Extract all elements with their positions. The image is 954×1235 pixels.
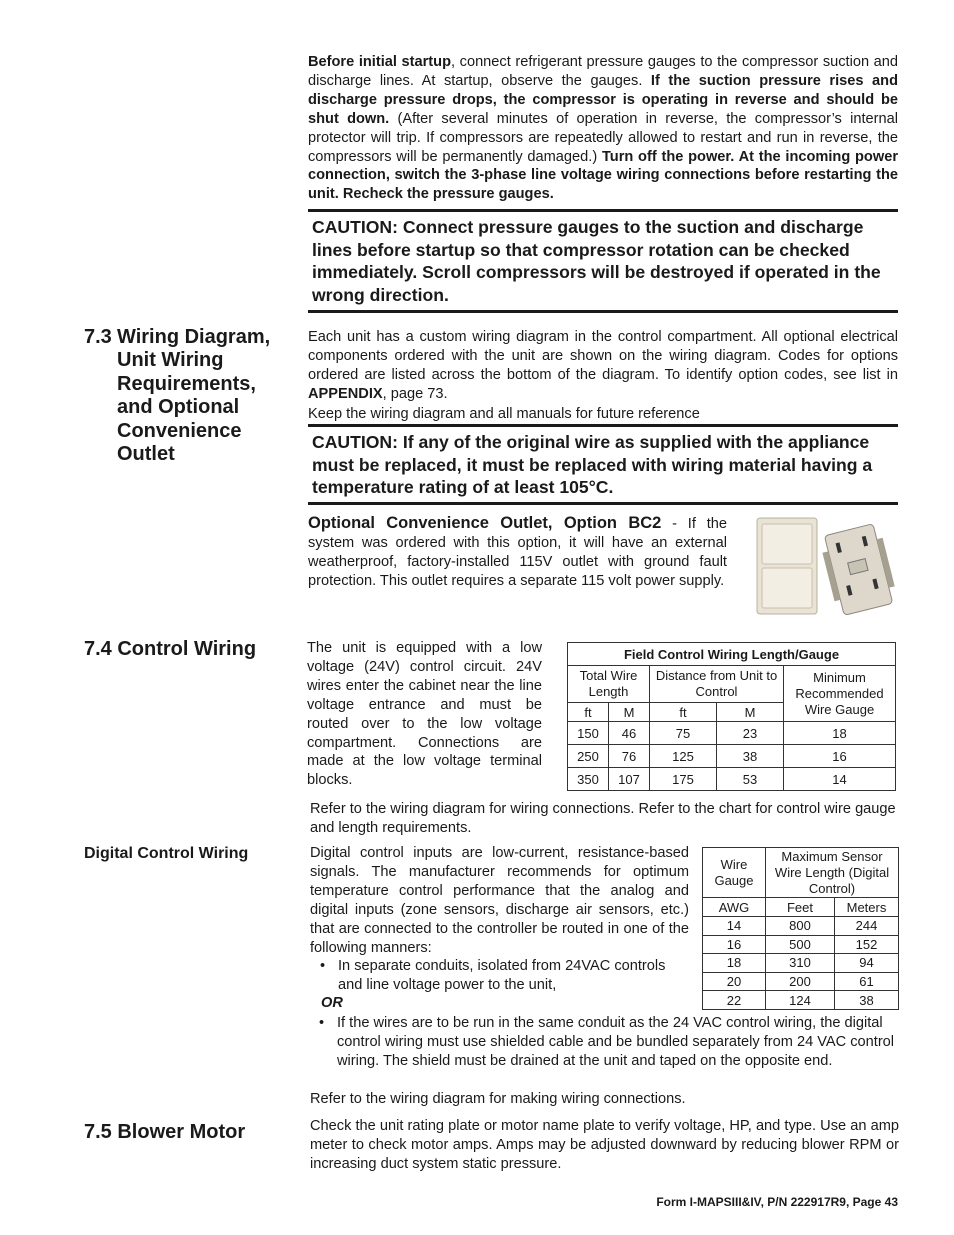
gfci-receptacle (819, 522, 896, 616)
convenience-outlet-image (756, 516, 896, 616)
table-cell: 20 (703, 972, 766, 991)
unit-m: M (609, 703, 650, 722)
startup-caution: CAUTION: Connect pressure gauges to the suction and discharge lines before startup so that compressor rotation can be checked immediately. Scroll compressors will be destroyed if operated in the wrong direction. (312, 217, 881, 305)
outlet-heading: Optional Convenience Outlet, Option BC2 (308, 514, 662, 532)
unit-ft: ft (650, 703, 717, 722)
section-7-4-heading: 7.4 Control Wiring (84, 638, 257, 660)
table-cell: 14 (784, 768, 896, 791)
cover-flap-upper (762, 524, 812, 564)
title-line: Convenience (117, 419, 242, 442)
table-title: Field Control Wiring Length/Gauge (568, 643, 896, 666)
cover-flap-lower (762, 568, 812, 608)
table-cell: 16 (784, 745, 896, 768)
unit-feet: Feet (766, 898, 835, 917)
or-label: OR (321, 995, 343, 1011)
caution-rule-bottom (308, 310, 898, 313)
section-7-3-heading (84, 326, 294, 466)
startup-text-2: (After several minutes of operation in reverse, the compressor’s internal protector will trip. If compressors are repeatedly allowed to restart and run in reverse, the compressors will be permanently damaged.) (308, 110, 898, 165)
section-7-3-paragraph (308, 328, 898, 404)
table-cell: 107 (609, 768, 650, 791)
digital-paragraph: Digital control inputs are low-current, resistance-based signals. The manufacturer recommends for optimum temperature control performance that the analog and digital inputs (zone sensors, discharge air sensors, etc.) that are connected to the controller be routed in one of the following manners: (310, 845, 689, 956)
unit-awg: AWG (703, 898, 766, 917)
table-row (568, 722, 896, 745)
table-cell: 18 (703, 954, 766, 973)
table-row (568, 768, 896, 791)
table-row (703, 917, 899, 936)
title-line: and Optional (117, 396, 240, 419)
header-total-wire-length: Total Wire Length (568, 666, 650, 703)
wire-caution: CAUTION: If any of the original wire as supplied with the appliance must be replaced, it must be replaced with wiring material having a temperature rating of at least 105°C. (312, 432, 873, 498)
digital-control-heading: Digital Control Wiring (84, 845, 249, 862)
outlet-paragraph (308, 514, 727, 591)
section-title-lines (117, 326, 270, 466)
table-cell: 310 (766, 954, 835, 973)
unit-meters: Meters (835, 898, 899, 917)
table-row (703, 972, 899, 991)
table-cell: 76 (609, 745, 650, 768)
s73-text-1: Each unit has a custom wiring diagram in the control compartment. All optional electrical components ordered with the unit are shown on the wiring diagram. Codes for options ordered are listed across the bottom of the diagram. To identify option codes, see list in (308, 329, 898, 383)
table-row (568, 745, 896, 768)
table-cell: 75 (650, 722, 717, 745)
title-line: Requirements, (117, 372, 256, 395)
table-row (703, 954, 899, 973)
sensor-wire-length-table (702, 847, 899, 1010)
startup-paragraph (308, 53, 898, 204)
table-cell: 22 (703, 991, 766, 1010)
table-row (703, 935, 899, 954)
table-cell: 94 (835, 954, 899, 973)
table-cell: 125 (650, 745, 717, 768)
field-control-wiring-table (567, 642, 896, 791)
caution-rule-top (308, 209, 898, 212)
header-wire-gauge: Wire Gauge (703, 848, 766, 898)
table-cell: 244 (835, 917, 899, 936)
title-line: Unit Wiring (117, 349, 224, 372)
startup-bold-2: If the suction pressure rises and discharge pressure drops, the compressor is operating in reverse and should be shut down. (308, 72, 898, 127)
section-7-5-paragraph: Check the unit rating plate or motor name plate to verify voltage, HP, and type. Use an amp meter to check motor amps. Amps may be adjusted downward by reducing blower RPM or increasing duct system static pressure. (310, 1118, 899, 1172)
table-cell: 18 (784, 722, 896, 745)
header-distance: Distance from Unit to Control (650, 666, 784, 703)
header-max-length: Maximum Sensor Wire Length (Digital Control) (766, 848, 899, 898)
caution2-rule-bottom (308, 502, 898, 505)
table-cell: 152 (835, 935, 899, 954)
table-cell: 350 (568, 768, 609, 791)
table-cell: 23 (717, 722, 784, 745)
table-cell: 46 (609, 722, 650, 745)
table-cell: 175 (650, 768, 717, 791)
startup-text-1: , connect refrigerant pressure gauges to the compressor suction and discharge lines. At startup, observe the gauges. (308, 54, 899, 89)
appendix-reference: APPENDIX (308, 385, 383, 402)
table-row (703, 991, 899, 1010)
s73-text-2: , page 73. (382, 385, 448, 402)
table-cell: 200 (766, 972, 835, 991)
section-7-4-followup: Refer to the wiring diagram for wiring connections. Refer to the chart for control wire gauge and length requirements. (310, 801, 896, 836)
table-cell: 124 (766, 991, 835, 1010)
header-min-gauge: Minimum Recommended Wire Gauge (784, 666, 896, 722)
page-footer: Form I-MAPSIII&IV, P/N 222917R9, Page 43 (656, 1195, 898, 1209)
table-cell: 38 (717, 745, 784, 768)
outlet-text: - If the system was ordered with this option, it will have an external weatherproof, factory-installed 115V outlet with ground fault protection. This outlet requires a separate 115 volt power supply. (308, 516, 728, 589)
digital-followup: Refer to the wiring diagram for making wiring connections. (310, 1091, 686, 1107)
digital-bullet-list-2 (309, 1014, 899, 1071)
title-line: Wiring Diagram, (117, 326, 271, 348)
caution2-rule-top (308, 424, 898, 427)
startup-bold-3: Turn off the power. At the incoming power connection, switch the 3-phase line voltage wiring connections before restarting the unit. Recheck the pressure gauges. (308, 148, 898, 203)
table-cell: 150 (568, 722, 609, 745)
list-item: • If the wires are to be run in the same conduit as the 24 VAC control wiring, the digital control wiring must use shielded cable and be bundled separately from 24 VAC control wiring. The shield must be drained at the unit and taped on the opposite end. (309, 1014, 899, 1071)
list-item: • In separate conduits, isolated from 24VAC controls and line voltage power to the unit, (310, 957, 690, 995)
table-cell: 800 (766, 917, 835, 936)
digital-bullet-list-1 (310, 957, 690, 995)
unit-ft: ft (568, 703, 609, 722)
section-number: 7.3 (84, 326, 112, 348)
table-cell: 53 (717, 768, 784, 791)
table-cell: 38 (835, 991, 899, 1010)
keep-diagram-note: Keep the wiring diagram and all manuals for future reference (308, 406, 700, 422)
section-7-4-paragraph: The unit is equipped with a low voltage (24V) control circuit. 24V wires enter the cabinet near the line voltage entrance and must be routed over to the low voltage compartment. Connections are made at the low voltage terminal blocks. (307, 640, 542, 789)
startup-bold-1: Before initial startup (308, 54, 451, 70)
unit-m: M (717, 703, 784, 722)
table-cell: 500 (766, 935, 835, 954)
table-cell: 250 (568, 745, 609, 768)
table-cell: 61 (835, 972, 899, 991)
table-cell: 14 (703, 917, 766, 936)
section-7-5-heading: 7.5 Blower Motor (84, 1121, 246, 1143)
table-cell: 16 (703, 935, 766, 954)
title-line: Outlet (117, 443, 175, 466)
